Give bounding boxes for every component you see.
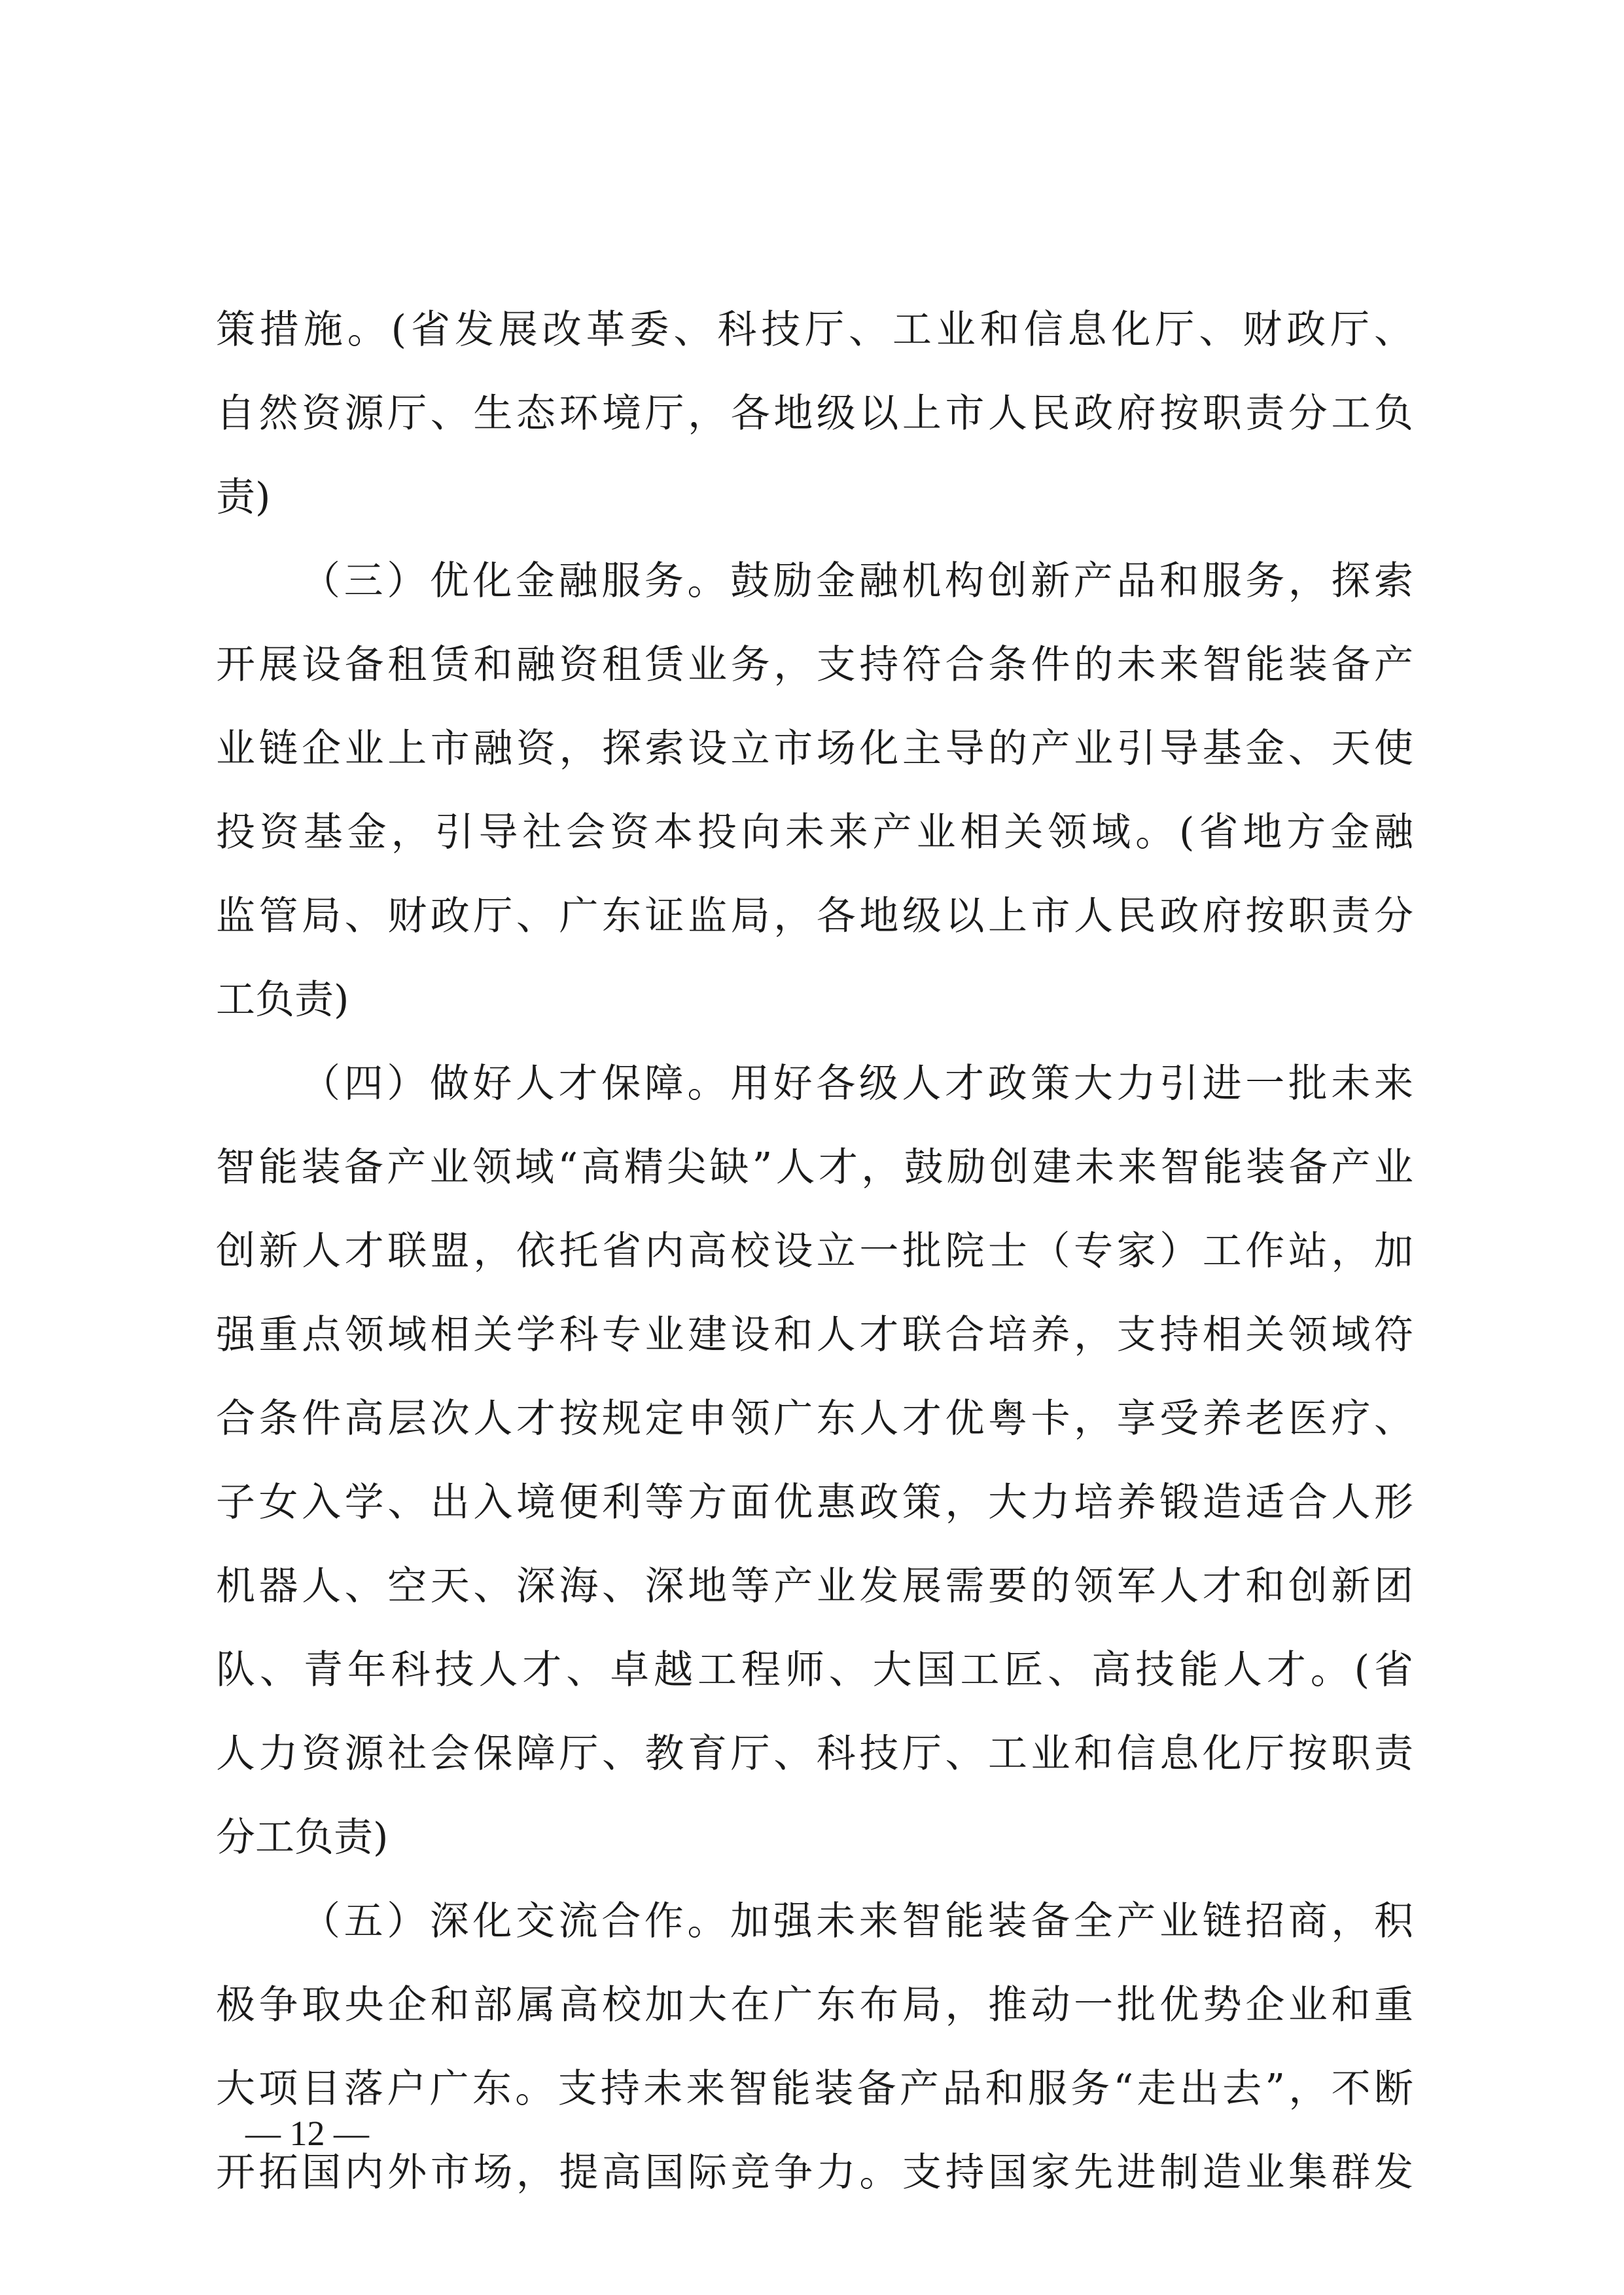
text-line: 监管局、财政厅、广东证监局，各地级以上市人民政府按职责分 (216, 893, 1413, 939)
text-line: 开展设备租赁和融资租赁业务，支持符合条件的未来智能装备产 (216, 642, 1413, 688)
page-number: — 12 — (245, 2114, 369, 2153)
text-line: 人力资源社会保障厅、教育厅、科技厅、工业和信息化厅按职责 (216, 1731, 1413, 1777)
section-heading-line: （五）深化交流合作。加强未来智能装备全产业链招商，积 (301, 1898, 1413, 1944)
text-line: 创新人才联盟，依托省内高校设立一批院士（专家）工作站，加 (216, 1228, 1413, 1274)
section-heading-line: （三）优化金融服务。鼓励金融机构创新产品和服务，探索 (301, 558, 1413, 604)
text-line: 业链企业上市融资，探索设立市场化主导的产业引导基金、天使 (216, 726, 1413, 772)
text-line: 投资基金，引导社会资本投向未来产业相关领域。(省地方金融 (216, 809, 1413, 855)
text-line: 分工负责) (216, 1815, 389, 1860)
body-text (216, 288, 1413, 2215)
text-line: 强重点领域相关学科专业建设和人才联合培养，支持相关领域符 (216, 1312, 1413, 1358)
text-line: 大项目落户广东。支持未来智能装备产品和服务“走出去”，不断 (216, 2066, 1413, 2112)
text-line: 合条件高层次人才按规定申领广东人才优粤卡，享受养老医疗、 (216, 1396, 1413, 1442)
text-line: 子女入学、出入境便利等方面优惠政策，大力培养锻造适合人形 (216, 1480, 1413, 1525)
text-line: 极争取央企和部属高校加大在广东布局，推动一批优势企业和重 (216, 1982, 1413, 2028)
text-line: 责) (216, 474, 271, 520)
text-line: 队、青年科技人才、卓越工程师、大国工匠、高技能人才。(省 (216, 1647, 1413, 1693)
text-line: 机器人、空天、深海、深地等产业发展需要的领军人才和创新团 (216, 1563, 1413, 1609)
text-line: 策措施。(省发展改革委、科技厅、工业和信息化厅、财政厅、 (216, 307, 1413, 353)
text-line: 工负责) (216, 977, 349, 1023)
text-line: 开拓国内外市场，提高国际竞争力。支持国家先进制造业集群发 (216, 2150, 1413, 2196)
text-line: 自然资源厅、生态环境厅，各地级以上市人民政府按职责分工负 (216, 391, 1413, 436)
text-line: 智能装备产业领域“高精尖缺”人才，鼓励创建未来智能装备产业 (216, 1145, 1413, 1190)
section-heading-line: （四）做好人才保障。用好各级人才政策大力引进一批未来 (301, 1061, 1413, 1107)
